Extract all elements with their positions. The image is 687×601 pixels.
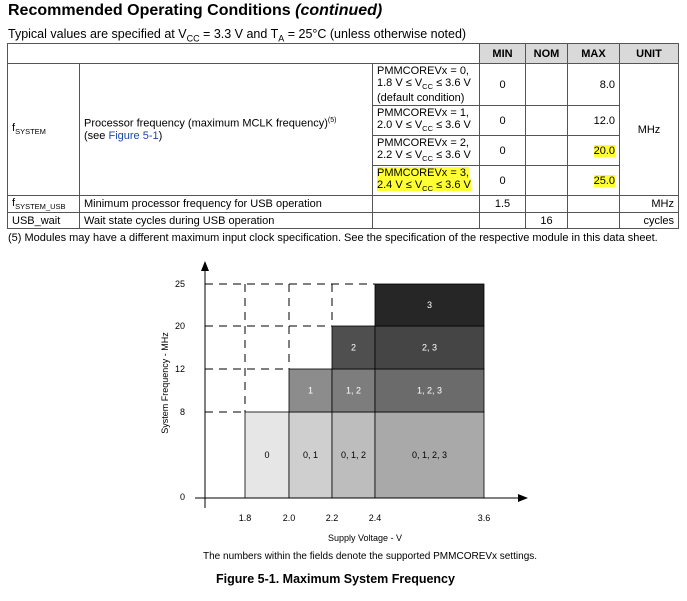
unit-mhz: MHz <box>620 64 679 196</box>
x-tick-label: 2.0 <box>282 513 296 523</box>
table-row <box>8 196 679 213</box>
max-value: 12.0 <box>568 106 620 136</box>
highlight: 20.0 <box>593 144 615 157</box>
y-axis-arrow <box>201 261 209 271</box>
region-label: 0, 1, 2 <box>340 450 367 460</box>
unit-cycles: cycles <box>620 213 679 229</box>
table-row <box>8 213 679 229</box>
condition-cell: PMMCOREVx = 2, 2.2 $V \le V_{CC} \le 3.6$ V <box>373 136 480 166</box>
header-row <box>8 44 679 64</box>
footnote: (5) Modules may have a different maximum input clock specification. See the specification of the respective module in this data sheet. <box>8 232 658 244</box>
region-label: 1, 2 <box>345 385 362 396</box>
unit-mhz: MHz <box>620 196 679 213</box>
region-label: 0, 1 <box>302 450 319 460</box>
desc-fsystem-usb: Minimum processor frequency for USB operation <box>80 196 373 213</box>
max-value <box>568 136 620 166</box>
condition-cell: PMMCOREVx = 0, 1.8 $V \le V_{CC} \le 3.6$ V (default condition) <box>373 64 480 106</box>
x-tick-label: 2.2 <box>325 513 339 523</box>
x-tick-label: 2.4 <box>368 513 382 523</box>
max-value <box>568 166 620 196</box>
nom-value: 16 <box>526 213 568 229</box>
desc-usb-wait: Wait state cycles during USB operation <box>80 213 373 229</box>
col-unit: UNIT <box>620 44 679 64</box>
y-tick-label: 25 <box>174 279 185 289</box>
highlight: PMMCOREVx = 3, <box>377 167 469 180</box>
min-value: 1.5 <box>480 196 526 213</box>
highlight: 25.0 <box>593 174 615 187</box>
min-value: 0 <box>480 106 526 136</box>
min-value: 0 <box>480 166 526 196</box>
region-label: 2 <box>350 342 357 353</box>
region-label: 3 <box>426 300 433 310</box>
col-nom: NOM <box>526 44 568 64</box>
x-axis-arrow <box>518 494 528 502</box>
min-value: 0 <box>480 136 526 166</box>
y-tick-label: 12 <box>174 364 185 374</box>
highlight: 2.4 $V \le V_{CC} \le 3.6$ V <box>377 179 471 194</box>
x-axis-label: Supply Voltage - V <box>327 533 403 543</box>
y-axis-label: System Frequency - MHz <box>160 332 170 434</box>
x-tick-label: 1.8 <box>238 513 252 523</box>
y-tick-label: 0 <box>179 492 185 502</box>
col-max: MAX <box>568 44 620 64</box>
col-min: MIN <box>480 44 526 64</box>
subtitle: Typical values are specified at $V_{CC} = 3.3$ V and $T_A = 25^\circ C$ (unless otherwise noted) <box>8 27 467 44</box>
region-label: 1 <box>307 385 314 396</box>
symbol-fsystem: $f_{SYSTEM}$ <box>8 64 80 196</box>
symbol-fsystem-usb: $f_{SYSTEM\_USB}$ <box>8 196 80 213</box>
chart-note: The numbers within the fields denote the supported PMMCOREVx settings. <box>203 551 538 562</box>
max-value: 8.0 <box>568 64 620 106</box>
min-value: 0 <box>480 64 526 106</box>
condition-cell <box>373 166 480 196</box>
region-label: 0, 1, 2, 3 <box>411 450 448 460</box>
y-tick-label: 20 <box>174 321 185 331</box>
figure-link[interactable]: Figure 5-1 <box>108 129 159 142</box>
y-tick-label: 8 <box>179 407 185 417</box>
region-label: 0 <box>264 450 270 460</box>
x-tick-label: 3.6 <box>477 513 491 523</box>
desc-fsystem: Processor frequency (maximum MCLK frequency)$^{(5)}$ (see Figure 5-1) <box>80 64 373 196</box>
symbol-usb-wait: USB_wait <box>8 213 80 229</box>
frequency-chart <box>0 255 687 555</box>
table-row <box>8 64 679 106</box>
region-label: 2, 3 <box>421 342 438 353</box>
operating-conditions-table <box>7 43 679 229</box>
region-label: 1, 2, 3 <box>416 385 443 396</box>
page-title: Recommended Operating Conditions (continued) <box>8 2 383 19</box>
condition-cell: PMMCOREVx = 1, 2.0 $V \le V_{CC} \le 3.6$ V <box>373 106 480 136</box>
figure-caption: Figure 5-1. Maximum System Frequency <box>216 572 455 586</box>
